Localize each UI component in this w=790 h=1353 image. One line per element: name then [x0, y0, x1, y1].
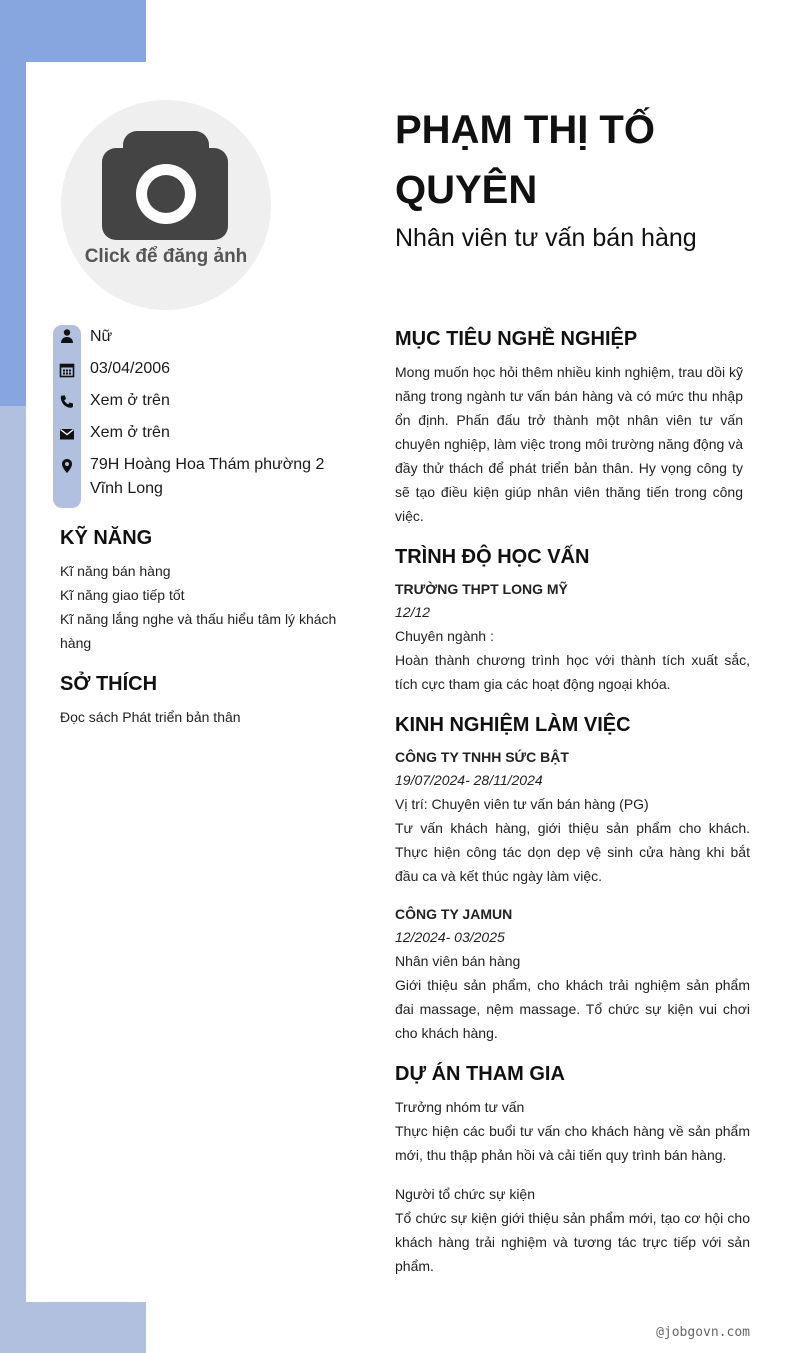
job-period: 19/07/2024- 28/11/2024	[395, 772, 543, 788]
project-desc: Thực hiện các buổi tư vấn cho khách hàng về sản phẩm mới, thu thập phản hồi và cải tiến quy trình bán hàng.	[395, 1123, 750, 1163]
education-period: 12/12	[395, 604, 431, 620]
objective-text: Mong muốn học hỏi thêm nhiều kinh nghiệm, trau dồi kỹ năng trong ngành tư vấn bán hàng và có mức thu nhập ổn định. Phấn đấu trở thành một nhân viên tư vấn chuyên nghiệp, làm việc trong môi trường năng động và đầy thử thách để phát triển bản thân. Hy vọng công ty sẽ tạo điều kiện giúp nhân viên thăng tiến trong công việc.	[395, 364, 743, 524]
contact-phone: Xem ở trên	[90, 392, 170, 409]
person-icon	[59, 328, 75, 344]
contact-email: Xem ở trên	[90, 424, 170, 441]
photo-upload[interactable]	[61, 100, 271, 310]
skill-item: Kĩ năng bán hàng	[60, 563, 171, 579]
skill-item: Kĩ năng lắng nghe và thấu hiểu tâm lý khách	[60, 611, 337, 627]
education-major: Chuyên ngành :	[395, 628, 494, 644]
phone-icon	[59, 394, 75, 410]
contact-birthday: 03/04/2006	[90, 360, 171, 377]
hobby-item: Đọc sách Phát triển bản thân	[60, 709, 241, 725]
mail-icon	[59, 426, 75, 442]
location-icon	[59, 458, 75, 474]
contact-address: 79H Hoàng Hoa Thám phường 2	[90, 456, 325, 473]
objective-title: MỤC TIÊU NGHỀ NGHIỆP	[395, 328, 638, 350]
contact-gender: Nữ	[90, 328, 113, 345]
candidate-name: PHẠM THỊ TỐ QUYÊN	[395, 108, 655, 212]
skill-item: Kĩ năng giao tiếp tốt	[60, 587, 185, 603]
school-name: TRƯỜNG THPT LONG MỸ	[395, 581, 568, 597]
hobbies-title: SỞ THÍCH	[60, 673, 158, 695]
skill-item: hàng	[60, 635, 92, 651]
experience-title: KINH NGHIỆM LÀM VIỆC	[395, 714, 631, 736]
job-company: CÔNG TY TNHH SỨC BẬT	[395, 749, 569, 765]
education-desc: Hoàn thành chương trình học với thành tích xuất sắc, tích cực tham gia các hoạt động ngoại khóa.	[395, 652, 750, 692]
job-position: Vị trí: Chuyên viên tư vấn bán hàng (PG)	[395, 796, 649, 812]
projects-title: DỰ ÁN THAM GIA	[395, 1063, 565, 1085]
job-desc: Tư vấn khách hàng, giới thiệu sản phẩm cho khách. Thực hiện công tác dọn dẹp vệ sinh cửa hàng khi bắt đầu ca và kết thúc ngày làm việc.	[395, 820, 750, 884]
job-company: CÔNG TY JAMUN	[395, 906, 513, 922]
job-desc: Giới thiệu sản phẩm, cho khách trải nghiệm sản phẩm đai massage, nệm massage. Tổ chức sự kiện vui chơi cho khách hàng.	[395, 977, 750, 1041]
photo-upload-label: Click để đăng ảnh	[84, 246, 248, 267]
contact-address: Vĩnh Long	[90, 480, 163, 497]
project-role: Trưởng nhóm tư vấn	[395, 1099, 525, 1115]
job-title: Nhân viên tư vấn bán hàng	[395, 224, 697, 252]
job-position: Nhân viên bán hàng	[395, 953, 521, 969]
project-role: Người tổ chức sự kiện	[395, 1186, 536, 1202]
contact-icon-bar	[53, 325, 81, 508]
footer-watermark: @jobgovn.com	[656, 1325, 750, 1340]
skills-title: KỸ NĂNG	[60, 527, 153, 549]
project-desc: Tổ chức sự kiện giới thiệu sản phẩm mới, tạo cơ hội cho khách hàng trải nghiệm và tương tác trực tiếp với sản phẩm.	[395, 1210, 750, 1274]
calendar-icon	[59, 362, 75, 378]
education-title: TRÌNH ĐỘ HỌC VẤN	[395, 546, 590, 568]
job-period: 12/2024- 03/2025	[395, 929, 505, 945]
